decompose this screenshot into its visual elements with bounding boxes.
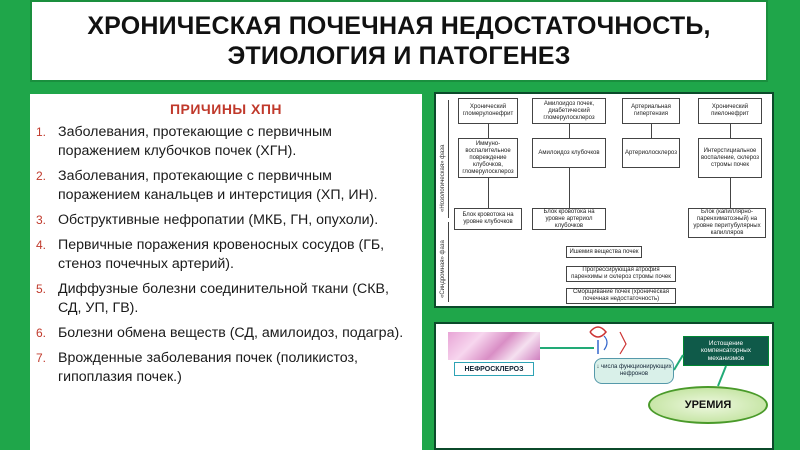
causes-heading: ПРИЧИНЫ ХПН (169, 101, 283, 117)
flow-box: Прогрессирующая атрофия паренхимы и склероз стромы почек (566, 266, 676, 282)
phase-label-syndromic: «Синдромная» фаза (440, 240, 446, 298)
cause-number: 6. (36, 326, 47, 340)
flow-box: Хронический гломерулонефрит (458, 98, 518, 124)
pathogenesis-flowchart (434, 92, 774, 308)
flow-box: Ишемия вещества почек (566, 246, 642, 258)
exhaustion-box: Истощение компенсаторных механизмов (683, 336, 769, 366)
title-banner (30, 0, 768, 82)
cause-text: Заболевания, протекающие с первичным поражением канальцев и интерстиция (ХП, ИН). (58, 168, 378, 203)
cause-item (36, 123, 412, 161)
flow-arrow (569, 124, 570, 138)
phase-divider (448, 222, 449, 302)
histology-image (448, 332, 540, 360)
flow-arrow (569, 168, 570, 208)
flow-arrow (730, 178, 731, 208)
cause-text: Первичные поражения кровеносных сосудов (ГБ, стеноз почечных артерий). (58, 237, 385, 272)
cause-number: 3. (36, 213, 47, 227)
cause-number: 7. (36, 351, 47, 365)
flow-box: Иммуно-воспалительное повреждение клубочков, гломерулосклероз (458, 138, 518, 178)
flow-arrow (651, 124, 652, 138)
uremia-label: УРЕМИЯ (648, 386, 768, 424)
cause-item (36, 167, 412, 205)
cause-number: 2. (36, 169, 47, 183)
cause-number: 4. (36, 238, 47, 252)
phase-divider (448, 100, 449, 218)
flow-arrow (730, 124, 731, 138)
cause-item (36, 211, 412, 230)
nephron-count-box: ↓ числа функционирующих нефронов (594, 358, 674, 384)
cause-item (36, 280, 412, 318)
flow-box: Амилоидоз клубочков (532, 138, 606, 168)
cause-item (36, 324, 412, 343)
causes-panel (30, 94, 422, 450)
cause-text: Врожденные заболевания почек (поликистоз, гипоплазия почек.) (58, 350, 358, 385)
cause-item (36, 236, 412, 274)
causes-list (30, 123, 422, 387)
phase-label-nosological: «Нозологическая» фаза (440, 144, 446, 212)
flow-arrow (488, 124, 489, 138)
title-line-1: ХРОНИЧЕСКАЯ ПОЧЕЧНАЯ НЕДОСТАТОЧНОСТЬ, (87, 12, 711, 40)
cause-number: 1. (36, 125, 47, 139)
nephrosclerosis-label: НЕФРОСКЛЕРОЗ (454, 362, 534, 376)
flow-box: Хронический пиелонефрит (698, 98, 762, 124)
title-line-2: ЭТИОЛОГИЯ И ПАТОГЕНЕЗ (227, 42, 571, 70)
flow-box: Амилоидоз почек, диабетический гломерулосклероз (532, 98, 606, 124)
flow-box: Артериальная гипертензия (622, 98, 680, 124)
cause-text: Диффузные болезни соединительной ткани (СКВ, СД, УП, ГВ). (58, 281, 389, 316)
flow-box: Блок (капиллярно-паренхиматозный) на уровне перитубулярных капилляров (688, 208, 766, 238)
cause-text: Заболевания, протекающие с первичным поражением клубочков почек (ХГН). (58, 124, 332, 159)
flow-box: Блок кровотока на уровне артериол клубочков (532, 208, 606, 230)
cause-text: Болезни обмена веществ (СД, амилоидоз, подагра). (58, 325, 404, 341)
flow-arrow (488, 178, 489, 208)
flow-box: Сморщивание почек (хроническая почечная недостаточность) (566, 288, 676, 304)
cause-item (36, 349, 412, 387)
flow-box: Артериолосклероз (622, 138, 680, 168)
cause-text: Обструктивные нефропатии (МКБ, ГН, опухоли). (58, 212, 379, 228)
flow-box: Блок кровотока на уровне клубочков (454, 208, 522, 230)
flow-box: Интерстициальное воспаление, склероз стромы почек (698, 138, 762, 178)
cause-number: 5. (36, 282, 47, 296)
